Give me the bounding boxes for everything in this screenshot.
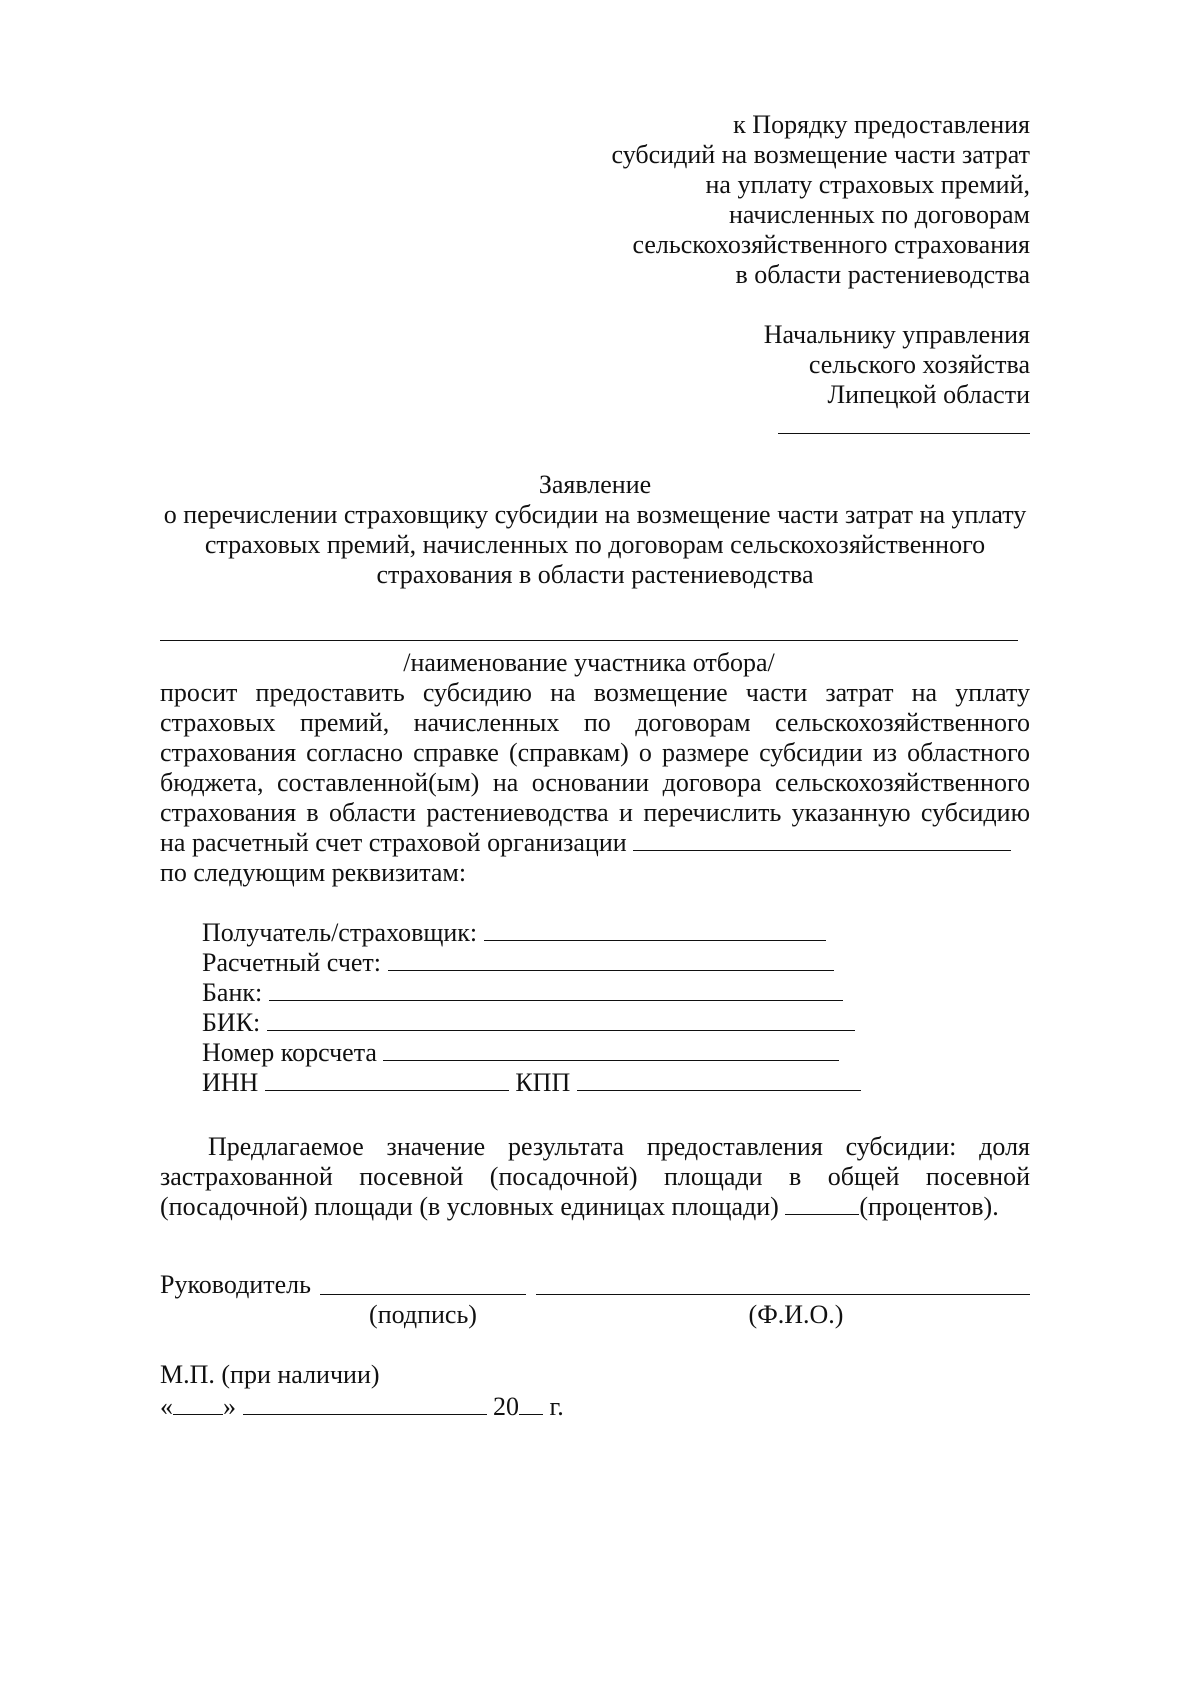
corr-field[interactable] bbox=[383, 1036, 839, 1061]
body-line-3: страхования согласно справке (справкам) о размере субсидии из областного bbox=[160, 738, 1030, 767]
requisite-recipient bbox=[202, 916, 826, 949]
body-last-line: по следующим реквизитам: bbox=[160, 858, 467, 887]
inn-label: ИНН bbox=[202, 1068, 259, 1097]
result-line-2: застрахованной посевной (посадочной) площади в общей посевной bbox=[160, 1162, 1030, 1191]
signature-field[interactable] bbox=[320, 1294, 526, 1295]
body-line-5: страхования в области растениеводства и перечислить указанную субсидию bbox=[160, 798, 1030, 827]
body-line-2: страховых премий, начисленных по договорам сельскохозяйственного bbox=[160, 708, 1030, 737]
requisite-bik bbox=[202, 1006, 855, 1039]
header-line-1: к Порядку предоставления bbox=[733, 110, 1030, 139]
month-field[interactable] bbox=[243, 1390, 487, 1415]
title-line-1: о перечислении страховщику субсидии на возмещение части затрат на уплату bbox=[163, 500, 1027, 529]
result-suffix: (процентов). bbox=[859, 1192, 999, 1221]
signature-label: Руководитель bbox=[160, 1270, 311, 1299]
corr-label: Номер корсчета bbox=[202, 1038, 377, 1067]
title-heading: Заявление bbox=[538, 470, 652, 499]
percent-field[interactable] bbox=[785, 1190, 859, 1215]
header-line-5: сельскохозяйственного страхования bbox=[632, 230, 1030, 259]
body-account-text: на расчетный счет страховой организации bbox=[160, 828, 627, 857]
account-label: Расчетный счет: bbox=[202, 948, 382, 977]
bik-label: БИК: bbox=[202, 1008, 261, 1037]
header-line-4: начисленных по договорам bbox=[728, 200, 1030, 229]
bank-label: Банк: bbox=[202, 978, 263, 1007]
signature-hint: (подпись) bbox=[369, 1300, 477, 1329]
quote-close: » bbox=[223, 1392, 236, 1421]
kpp-label: КПП bbox=[515, 1068, 571, 1097]
stamp-label: М.П. (при наличии) bbox=[160, 1360, 380, 1389]
participant-blank-line bbox=[160, 640, 1018, 641]
recipient-field[interactable] bbox=[484, 916, 826, 941]
requisite-bank bbox=[202, 976, 843, 1009]
title-line-3: страхования в области растениеводства bbox=[376, 560, 814, 589]
requisite-inn-kpp bbox=[202, 1066, 861, 1099]
year-suffix: г. bbox=[549, 1392, 564, 1421]
bank-field[interactable] bbox=[269, 976, 843, 1001]
participant-hint: /наименование участника отбора/ bbox=[403, 648, 775, 677]
addressee-line-2: сельского хозяйства bbox=[808, 350, 1030, 379]
result-line-1: Предлагаемое значение результата предоставления субсидии: доля bbox=[208, 1132, 1030, 1161]
addressee-line-1: Начальнику управления bbox=[763, 320, 1030, 349]
header-line-2: субсидий на возмещение части затрат bbox=[611, 140, 1030, 169]
bik-field[interactable] bbox=[267, 1006, 855, 1031]
title-line-2: страховых премий, начисленных по договорам сельскохозяйственного bbox=[204, 530, 986, 559]
year-prefix: 20 bbox=[493, 1392, 519, 1421]
name-field[interactable] bbox=[536, 1294, 1030, 1295]
insurer-account-field[interactable] bbox=[633, 826, 1011, 851]
result-prefix: (посадочной) площади (в условных единицах площади) bbox=[160, 1192, 779, 1221]
header-line-3: на уплату страховых премий, bbox=[705, 170, 1030, 199]
requisite-corr bbox=[202, 1036, 839, 1069]
header-line-6: в области растениеводства bbox=[735, 260, 1030, 289]
quote-open: « bbox=[160, 1392, 173, 1421]
body-line-4: бюджета, составленной(ым) на основании договора сельскохозяйственного bbox=[160, 768, 1030, 797]
result-line-3 bbox=[160, 1190, 999, 1223]
body-account-line bbox=[160, 826, 1011, 859]
requisite-account bbox=[202, 946, 834, 979]
kpp-field[interactable] bbox=[577, 1066, 861, 1091]
date-line bbox=[160, 1390, 564, 1423]
recipient-label: Получатель/страховщик: bbox=[202, 918, 478, 947]
inn-field[interactable] bbox=[265, 1066, 509, 1091]
body-line-1: просит предоставить субсидию на возмещение части затрат на уплату bbox=[160, 678, 1030, 707]
day-field[interactable] bbox=[173, 1390, 223, 1415]
year-field[interactable] bbox=[519, 1390, 543, 1415]
name-hint: (Ф.И.О.) bbox=[748, 1300, 844, 1329]
addressee-line-3: Липецкой области bbox=[827, 380, 1030, 409]
account-field[interactable] bbox=[388, 946, 834, 971]
addressee-blank-line bbox=[778, 433, 1030, 434]
